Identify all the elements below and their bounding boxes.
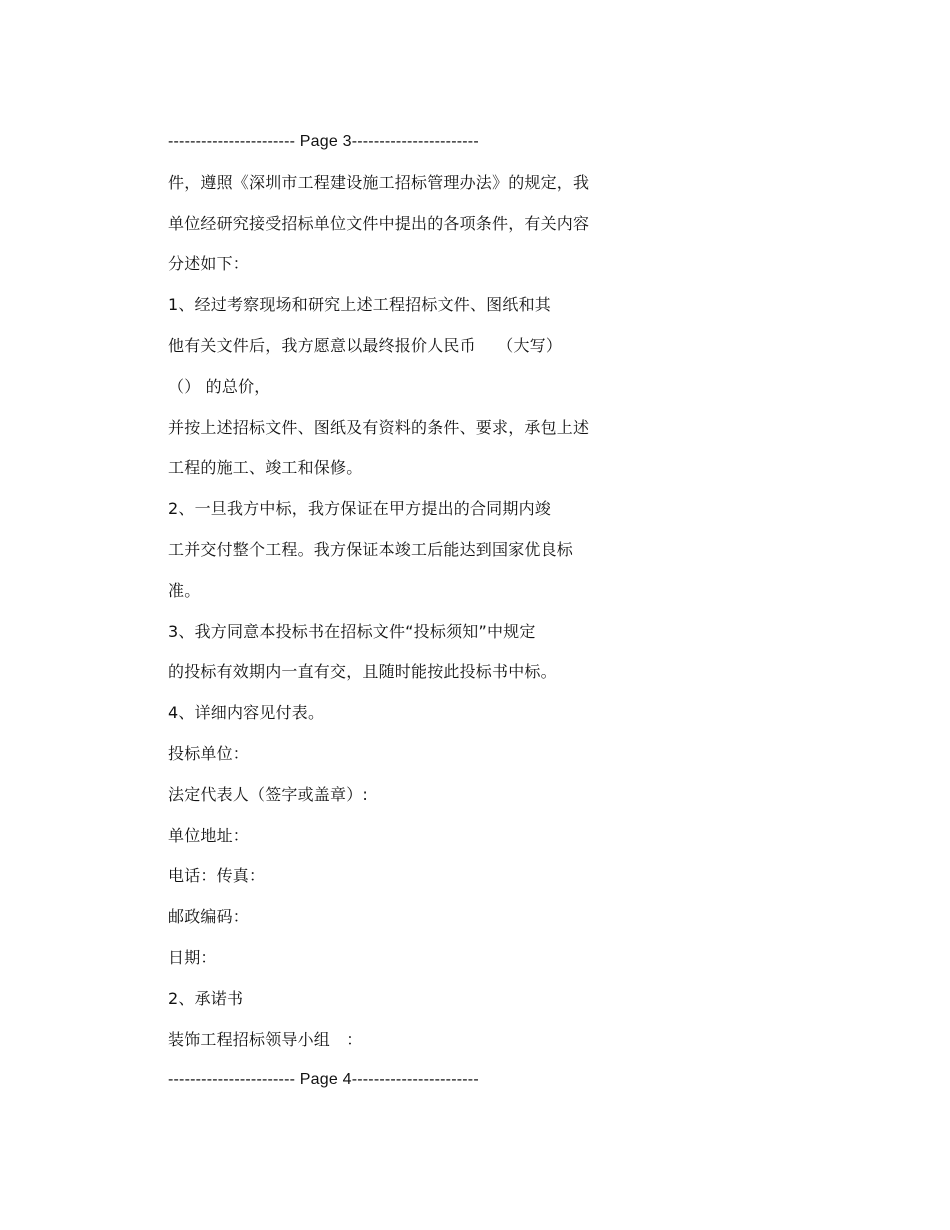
field-address: 单位地址： — [168, 825, 250, 845]
body-line-1: 件，遵照《深圳市工程建设施工招标管理办法》的规定，我 — [168, 172, 590, 192]
addressee: 装饰工程招标领导小组 ： — [168, 1029, 363, 1049]
clause-1-line-1: 1、经过考察现场和研究上述工程招标文件、图纸和其 — [168, 295, 551, 315]
document-page — [168, 122, 638, 1101]
clause-1-line-5: 工程的施工、竣工和保修。 — [168, 458, 363, 478]
page-separator-4: ----------------------- Page 4----------------------- — [168, 1071, 479, 1089]
clause-3-line-2: 的投标有效期内一直有交，且随时能按此投标书中标。 — [168, 662, 557, 682]
field-bidder: 投标单位： — [168, 743, 250, 763]
field-postal-code: 邮政编码： — [168, 907, 250, 927]
clause-1-line-2: 他有关文件后，我方愿意以最终报价人民币 （大写） — [168, 335, 563, 355]
body-line-2: 单位经研究接受招标单位文件中提出的各项条件，有关内容 — [168, 213, 590, 233]
field-date: 日期： — [168, 947, 217, 967]
page-separator-3: ----------------------- Page 3----------------------- — [168, 133, 479, 150]
body-line-3: 分述如下： — [168, 254, 250, 274]
clause-2-line-3: 准。 — [168, 580, 201, 600]
clause-3-line-1: 3、我方同意本投标书在招标文件“投标须知”中规定 — [168, 621, 536, 641]
clause-2-line-2: 工并交付整个工程。我方保证本竣工后能达到国家优良标 — [168, 539, 574, 559]
field-phone-fax: 电话：传真： — [168, 866, 266, 886]
clause-2-line-1: 2、一旦我方中标，我方保证在甲方提出的合同期内竣 — [168, 499, 551, 519]
clause-4: 4、详细内容见付表。 — [168, 703, 325, 723]
clause-1-line-4: 并按上述招标文件、图纸及有资料的条件、要求，承包上述 — [168, 417, 590, 437]
clause-1-line-3: （） 的总价， — [168, 376, 271, 396]
section-heading-commitment: 2、承诺书 — [168, 988, 244, 1008]
field-legal-representative: 法定代表人（签字或盖章）: — [168, 784, 368, 804]
